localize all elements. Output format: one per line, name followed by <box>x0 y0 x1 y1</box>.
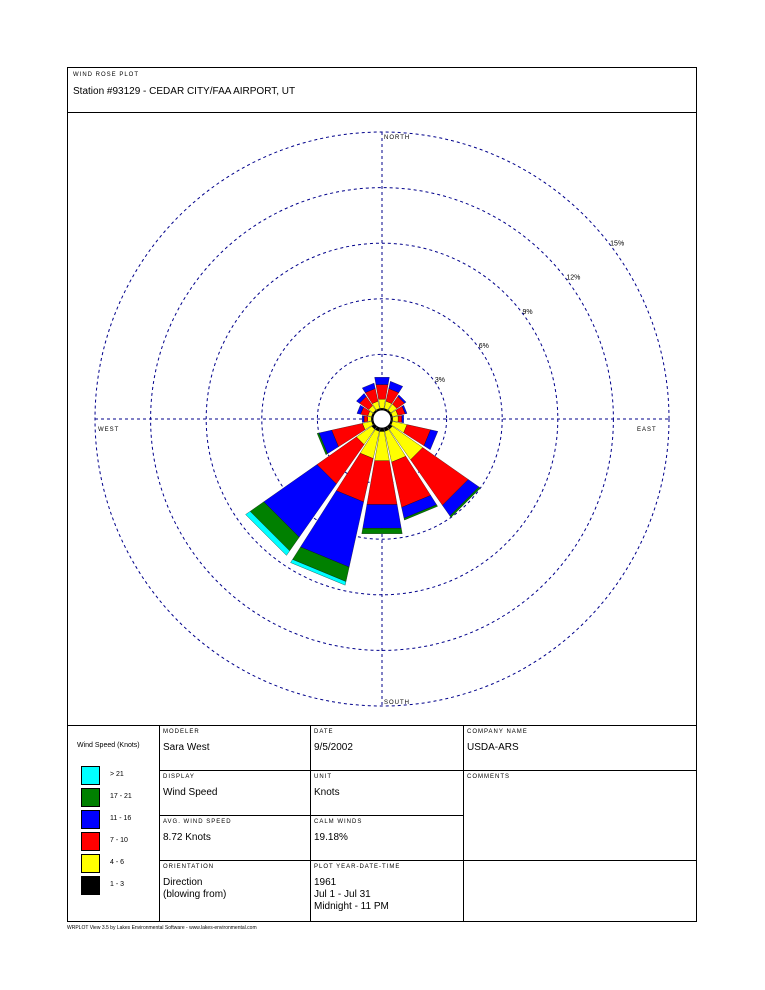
legend-swatch <box>81 832 100 851</box>
petal-segment-w <box>362 416 364 423</box>
comments-label: COMMENTS <box>467 774 510 780</box>
company-cell <box>463 726 696 771</box>
legend-swatch <box>81 876 100 895</box>
wind-rose-report <box>67 67 697 922</box>
orientation-label: ORIENTATION <box>163 864 215 870</box>
calm-winds-value: 19.18% <box>314 832 348 843</box>
legend-label: 11 - 16 <box>110 815 132 822</box>
unit-value: Knots <box>314 787 340 798</box>
ring-label: 12% <box>566 274 581 282</box>
report-caption: WIND ROSE PLOT <box>73 72 140 78</box>
info-table <box>68 725 696 921</box>
legend-swatch <box>81 788 100 807</box>
ring-label: 15% <box>610 240 625 248</box>
calm-winds-label: CALM WINDS <box>314 819 363 825</box>
display-label: DISPLAY <box>163 774 195 780</box>
station-title: Station #93129 - CEDAR CITY/FAA AIRPORT, UT <box>73 86 296 97</box>
company-label: COMPANY NAME <box>467 729 528 735</box>
unit-label: UNIT <box>314 774 332 780</box>
petal-segment-n <box>376 385 388 400</box>
ring-label: 6% <box>478 342 489 350</box>
petal-segment-s <box>363 505 402 529</box>
plot-time-label: PLOT YEAR-DATE-TIME <box>314 864 401 870</box>
ring-label: 3% <box>434 377 446 385</box>
legend-label: 1 - 3 <box>110 881 125 888</box>
avg-speed-label: AVG. WIND SPEED <box>163 819 232 825</box>
petal-segment-e <box>398 416 402 423</box>
software-footer: WRPLOT View 3.5 by Lakes Environmental Software - www.lakes-environmental.com <box>67 925 257 931</box>
legend-swatch <box>81 854 100 873</box>
modeler-cell <box>159 726 310 771</box>
plot-time-cell <box>310 861 463 922</box>
unit-cell <box>310 771 463 816</box>
petal-segment-n <box>379 399 386 408</box>
comments-cell <box>463 771 696 861</box>
modeler-label: MODELER <box>163 729 200 735</box>
west-label: WEST <box>98 427 120 433</box>
wind-rose-svg <box>68 113 696 725</box>
calm-circle <box>373 410 391 428</box>
report-header <box>68 68 696 113</box>
blank-cell <box>463 861 696 922</box>
legend-swatch <box>81 766 100 785</box>
plot-time-value: 1961 Jul 1 - Jul 31 Midnight - 11 PM <box>314 877 389 912</box>
orientation-cell <box>159 861 310 922</box>
legend-title: Wind Speed (Knots) <box>77 742 140 749</box>
calm-winds-cell <box>310 816 463 861</box>
legend-label: 7 - 10 <box>110 837 128 844</box>
south-label: SOUTH <box>384 700 410 706</box>
modeler-value: Sara West <box>163 742 210 753</box>
legend-label: 4 - 6 <box>110 859 125 866</box>
date-cell <box>310 726 463 771</box>
petal-segment-s <box>362 528 402 533</box>
orientation-value: Direction (blowing from) <box>163 877 227 900</box>
display-value: Wind Speed <box>163 787 218 798</box>
legend-label: 17 - 21 <box>110 793 132 800</box>
ring-label: 9% <box>522 308 533 316</box>
petal-segment-w <box>368 416 372 421</box>
petal-segment-s <box>380 428 384 432</box>
wind-rose-plot <box>68 113 696 725</box>
date-value: 9/5/2002 <box>314 742 353 753</box>
avg-speed-cell <box>159 816 310 861</box>
date-label: DATE <box>314 729 334 735</box>
east-label: EAST <box>637 427 657 433</box>
legend-label: > 21 <box>110 771 124 778</box>
display-cell <box>159 771 310 816</box>
petal-segment-e <box>402 415 404 423</box>
legend-swatch <box>81 810 100 829</box>
avg-speed-value: 8.72 Knots <box>163 832 211 843</box>
north-label: NORTH <box>384 135 411 141</box>
petal-segment-e <box>393 416 398 422</box>
speed-legend <box>68 726 159 922</box>
petal-segment-w <box>364 416 368 422</box>
company-value: USDA-ARS <box>467 742 519 753</box>
petal-segment-n <box>375 377 390 384</box>
